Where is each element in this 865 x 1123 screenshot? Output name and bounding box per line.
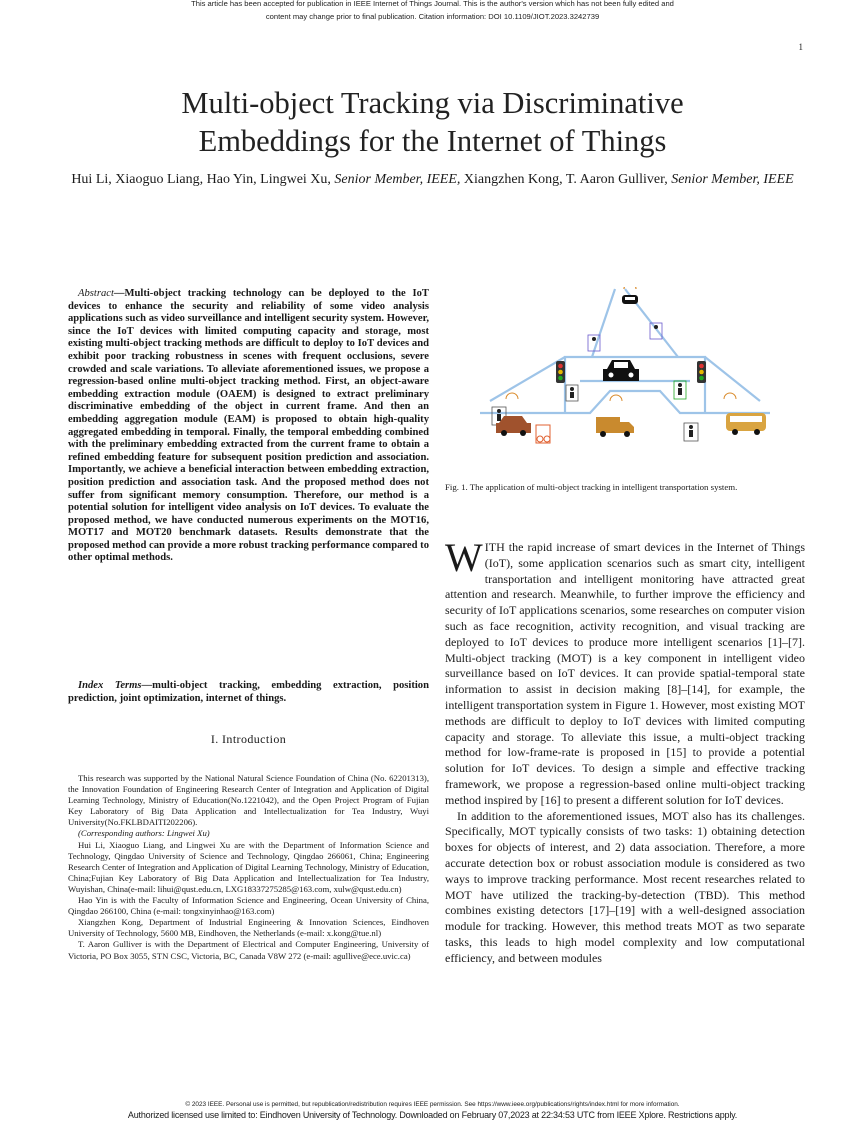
camera-icon [506, 393, 736, 401]
bus-icon [726, 413, 766, 435]
title-line1: Multi-object Tracking via Discriminative [181, 86, 684, 120]
intro-body [445, 535, 805, 967]
wifi-icon [620, 287, 640, 289]
drone-icon [622, 295, 638, 304]
license-notice: Authorized licensed use limited to: Eindhoven University of Technology. Downloaded on February 07,2023 at 22:34:53 UTC from IEEE Xplore. Restrictions apply. [127, 1110, 738, 1120]
publication-note-line1: This article has been accepted for publication in IEEE Internet of Things Journal. This is the author's version which has not been fully edited and [191, 0, 674, 8]
footnote-affiliation-3: Xiangzhen Kong, Department of Industrial Engineering & Innovation Sciences, Eindhoven University of Technology, 5600 MB, Eindhoven, the Netherlands (e-mail: x.kong@tue.nl) [68, 917, 429, 939]
truck-icon [596, 417, 634, 437]
footnote-affiliation-4: T. Aaron Gulliver is with the Department of Electrical and Computer Engineering, University of Victoria, PO Box 3055, STN CSC, Victoria, BC, Canada V8W 272 (e-mail: agullive@ece.uvic.ca) [68, 939, 429, 961]
author-list [70, 170, 795, 189]
footnotes [68, 773, 429, 962]
authors-role1: Senior Member, IEEE, [334, 172, 461, 187]
publication-note-line2: content may change prior to final publication. Citation information: DOI 10.1109/JIOT.2023.3242739 [265, 12, 600, 21]
intro-paragraph-2: In addition to the aforementioned issues, MOT also has its challenges. Specifically, MOT typically consists of two tasks: 1) obtaining detection boxes for objects of interest, and 2) data association. Therefore, a more accurate detection box or robust association module is considered as two ways to improve tracking performance. Most recent researches related to MOT have utilized the tracking-by-detection (TBD). This method combines existing detectors [17]–[19] with a well-designed association module for tracking. However, this method treats MOT as two separate tasks, this leads to high model complexity and low computational efficiency, and between modules [445, 808, 805, 965]
authors-part1: Hui Li, Xiaoguo Liang, Hao Yin, Lingwei Xu, [71, 172, 335, 187]
paper-title [60, 84, 805, 160]
traffic-light-icon [556, 361, 565, 383]
page-number: 1 [798, 42, 803, 52]
cyclist-icon [536, 425, 550, 443]
figure-caption: Fig. 1. The application of multi-object tracking in intelligent transportation system. [445, 482, 738, 492]
traffic-light-icon [697, 361, 706, 383]
abstract-text: —Multi-object tracking technology can be deployed to the IoT devices to enhance the security and reliability of some video analysis applications such as video surveillance and intelligent security system. However, since the IoT devices with limited computing capacity and storage, most existing multi-object tracking methods are difficult to deploy to IoT devices and exhibit poor tracking robustness in scenes with frequent occlusions, severe crowded and scale variations. To alleviate aforementioned issues, we propose a regression-based online multi-object tracking method. First, an object-aware embedding extraction module (OAEM) is designed to extract preliminary discriminative embedding of the object in current frame. And then an embedding aggregation module (EAM) is proposed to obtain high-quality aggregated embedding in temporal. Finally, the temporal embedding combined with the preliminary embedding extracted from the current frame to obtain a refined embedding feature for subsequent position prediction and association. Importantly, we achieve a beneficial interaction between embedding extraction, position prediction and association task. And the proposed method does not suffer from significant memory consumption. Therefore, our method is a potential solution for intelligent video analysis on IoT devices. To evaluate the proposed method, we have conducted numerous experiments on the MOT16, MOT17 and MOT20 benchmark datasets. Results demonstrate that the proposed method can provide a more robust tracking performance compared to other optimal methods. [68, 288, 429, 564]
authors-role2: Senior Member, IEEE [671, 172, 794, 187]
footnote-corresponding: (Corresponding authors: Lingwei Xu) [78, 828, 210, 839]
red-car-icon [496, 416, 531, 436]
footnote-affiliation-1: Hui Li, Xiaoguo Liang, and Lingwei Xu are with the Department of Information Science and Technology, Qingdao University of Science and Technology, Qingdao 266061, China; Engineering Research Center of Integration and Application of Digital Learning Technology, Ministry of Education, China;Fujian Key Laboratory of Big Data Application and Intellectualization for Tea Industry, Wuyishan, China(e-mail: lihui@qust.edu.cn, LXG18337275285@163.com, xulw@qust.edu.cn) [68, 839, 429, 894]
abstract [68, 288, 429, 565]
index-terms [68, 680, 429, 705]
section-heading: I. Introduction [210, 732, 287, 746]
figure-its-illustration [470, 287, 770, 447]
title-line2: Embeddings for the Internet of Things [198, 124, 667, 158]
intro-paragraph-1-text: ITH the rapid increase of smart devices in the Internet of Things (IoT), some application scenarios such as smart city, intelligent transportation and intelligent monitoring have attracted great attention and research. Meanwhile, to further improve the efficiency and security of IoT applications scenarios, some researches on computer vision such as face recognition, activity recognition, and visual tracking are deployed to IoT devices to produce more intelligent scenarios [1]–[7]. Multi-object tracking (MOT) is a key component in intelligent video surveillance based on IoT devices. It can provide spatial-temporal state information to assist in decision making [8]–[14], for example, the intelligent transportation system in Figure 1. However, most existing MOT methods are difficult to deploy to IoT devices with limited computing capacity and storage. To alleviate this issue, a multi-object tracking method for low-frame-rate is proposed in [15] to provide a potential solution for IoT devices. To design a simple and effective tracking framework, we propose a regression-based online multi-object tracking method inspired by [16] to present a different solution for IoT devices. [445, 540, 805, 807]
authors-part2: Xiangzhen Kong, T. Aaron Gulliver, [460, 172, 672, 187]
copyright-notice: © 2023 IEEE. Personal use is permitted, but republication/redistribution requires IEEE permission. See https://www.ieee.org/publications/rights/index.html for more information. [185, 1101, 680, 1108]
car-icon [603, 360, 639, 381]
index-terms-text: —multi-object tracking, embedding extraction, position prediction, joint optimization, internet of things. [68, 680, 429, 704]
abstract-lead: Abstract [78, 288, 114, 299]
index-terms-lead: Index Terms [78, 680, 142, 691]
intro-paragraph-1 [445, 535, 805, 809]
drop-cap: W [445, 535, 483, 580]
footnote-funding: This research was supported by the National Natural Science Foundation of China (No. 62201313), the Innovation Foundation of Engineering Research Center of Integration and Application of Digital Learning Technology, Ministry of Education(No.1221042), and the Open Project Program of Fujian Key Laboratory of Big Data Application and Intellectualization for Tea Industry, Wuyi University(No.FKLBDAITI202206). [68, 773, 429, 828]
footnote-affiliation-2: Hao Yin is with the Faculty of Information Science and Engineering, Ocean University of China, Qingdao 266100, China (e-mail: tongxinyinhao@163.com) [68, 895, 429, 917]
